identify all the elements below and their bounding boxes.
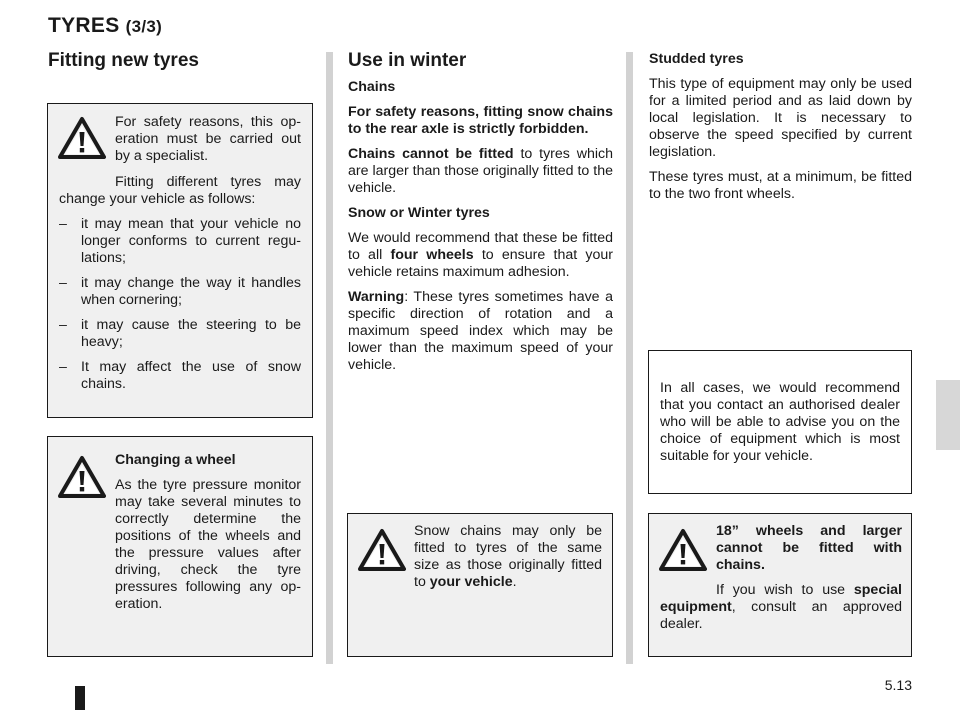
snow-paragraph	[348, 230, 613, 281]
large-wheels-text	[660, 582, 902, 633]
winter-content	[348, 79, 613, 374]
snow-chains-text-1: Snow chains may only be fitted to tyres of the same size as those originally fitted to	[414, 523, 602, 590]
warning-box-large-wheels	[648, 513, 912, 657]
list-item: – it may change the way it handles when cornering;	[59, 275, 301, 308]
warning-box-fitting	[47, 103, 313, 418]
page-title	[48, 14, 162, 38]
list-item-text: It may affect the use of snow chains.	[81, 359, 301, 392]
snow-chains-text-bold: your vehicle	[429, 574, 513, 590]
page-number: 5.13	[884, 677, 912, 693]
snow-text-bold: four wheels	[390, 247, 474, 263]
column-divider-right	[626, 52, 633, 664]
section-heading-fitting: Fitting new tyres	[48, 50, 199, 71]
warning-paragraph	[59, 174, 301, 208]
large-wheels-text-2: , consult an approved dealer.	[660, 599, 902, 632]
studded-content	[649, 51, 912, 203]
large-wheels-heading: 18” wheels and larger cannot be fitted with chains.	[716, 523, 902, 573]
studded-paragraph-1: This type of equipment may only be used for a limited period and as laid down by local legislation. It is necessary to observe the speed specified by current legislation.	[649, 76, 912, 160]
title-text: TYRES	[48, 14, 120, 37]
warning-triangle-icon	[659, 528, 707, 572]
large-wheels-text-1: If you wish to use	[716, 582, 854, 598]
info-box-dealer	[648, 350, 912, 494]
chains-heading: Chains	[348, 79, 396, 95]
snow-heading: Snow or Winter tyres	[348, 205, 490, 221]
chains-cannot-rest: to tyres which are larger than those originally fitted to the vehicle.	[348, 146, 613, 196]
section-heading-winter: Use in winter	[348, 50, 467, 71]
list-item-text: it may cause the steering to be heavy;	[81, 317, 301, 350]
list-item: – It may affect the use of snow chains.	[59, 359, 301, 392]
list-item: – it may cause the steering to be heavy;	[59, 317, 301, 350]
studded-heading: Studded tyres	[649, 51, 744, 67]
snow-text-1: We would recommend that these be fitted to all	[348, 230, 613, 263]
list-item-text: it may change the way it handles when cornering;	[81, 275, 301, 308]
chapter-tab	[936, 380, 960, 450]
chains-cannot-paragraph	[348, 146, 613, 197]
warning-list	[59, 208, 301, 393]
warning-intro: For safety reasons, this operation must be carried out by a specialist.	[115, 114, 301, 164]
studded-paragraph-2: These tyres must, at a minimum, be fitted to the two front wheels.	[649, 169, 912, 202]
print-mark	[75, 686, 85, 710]
large-wheels-text-bold: special equipment	[660, 582, 902, 615]
warning-para-text: Fitting different tyres may change your vehicle as follows:	[59, 174, 301, 207]
warning-text: : These tyres sometimes have a specific direction of rotation and a maximum speed index which may be lower than the maximum speed of your vehicle.	[348, 289, 613, 373]
warning-box-changing-wheel	[47, 436, 313, 657]
warning-heading: Changing a wheel	[115, 452, 236, 468]
warning-triangle-icon	[358, 528, 406, 572]
snow-chains-warning-text	[414, 523, 602, 591]
warning-paragraph	[348, 289, 613, 374]
info-box-text: In all cases, we would recommend that you contact an authorised dealer who will be able to advise you on the choice of equipment which is most suitable for your vehicle.	[660, 380, 900, 464]
chains-cannot-bold: Chains cannot be fitted	[348, 146, 514, 162]
snow-text-2: to ensure that your vehicle retains maximum adhesion.	[348, 247, 613, 280]
warning-label: Warning	[348, 289, 405, 305]
warning-box-snow-chains	[347, 513, 613, 657]
list-item-text: it may mean that your vehicle no longer conforms to current regulations;	[81, 216, 301, 266]
warning-text: As the tyre pressure monitor may take several minutes to correctly determine the positions of the wheels and the pressure values after driving, check the tyre pressures following any operation.	[115, 477, 301, 612]
warning-triangle-icon	[58, 116, 106, 160]
list-item: – it may mean that your vehicle no longer conforms to current regulations;	[59, 216, 301, 266]
chains-warning: For safety reasons, fitting snow chains to the rear axle is strictly forbidden.	[348, 104, 613, 137]
title-suffix: (3/3)	[125, 17, 163, 36]
snow-chains-text-end: .	[512, 574, 517, 590]
column-divider-left	[326, 52, 333, 664]
